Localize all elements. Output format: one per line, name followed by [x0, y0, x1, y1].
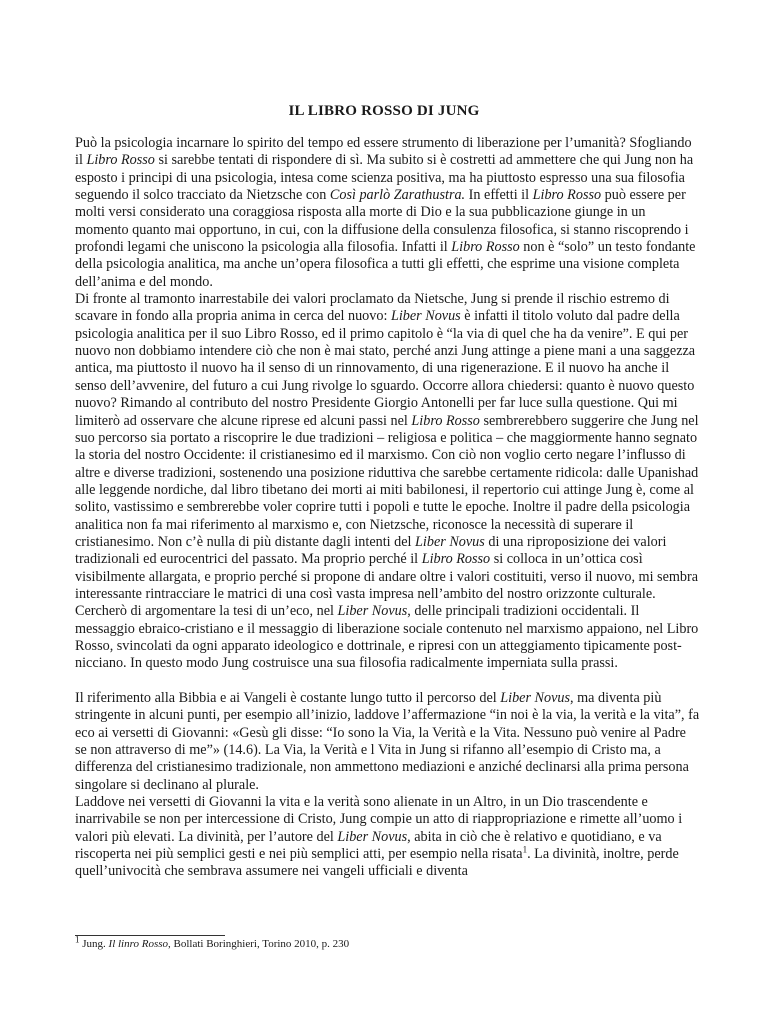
footnote-author: Jung. [79, 938, 109, 950]
italic-title: Libro Rosso [411, 412, 480, 429]
text-run: , delle principali tradizioni occidentali. Il messaggio ebraico-cristiano e il messaggio di liberazione sociale contenuto nel marxismo appaiono, nel Libro Rosso, svincolati da ogni apparato ideologico e dottrinale, e ripresi con un atteggiamento tipicamente post-nicciano. In questo modo Jung costruisce una sua filosofia radicalmente imperniata sulla prassi. [75, 603, 699, 672]
footnote [75, 934, 350, 951]
footnote-divider [75, 935, 225, 936]
paragraph-p2 [75, 291, 700, 603]
paragraph-p4 [75, 690, 700, 794]
italic-title: Libro Rosso [532, 187, 602, 204]
text-run: non è “solo” un testo fondante della psicologia analitica, ma anche un’opera filosofica a tutti gli effetti, che esprime una visione completa dell’anima e del mondo. [75, 239, 696, 290]
paragraph-p5 [75, 794, 700, 881]
italic-title: Liber Novus [500, 690, 571, 706]
text-run: Il riferimento alla Bibbia e ai Vangeli è costante lungo tutto il percorso del [75, 690, 501, 706]
text-run: In effetti il [465, 187, 533, 204]
italic-title: Libro Rosso [451, 239, 520, 256]
paragraph-p1 [75, 135, 700, 291]
footnote-details: , Bollati Boringhieri, Torino 2010, p. 230 [168, 938, 350, 950]
document-body [75, 135, 700, 881]
document-title: IL LIBRO ROSSO DI JUNG [288, 103, 480, 119]
text-run: può essere per molti versi considerato una coraggiosa risposta alla morte di Dio e la sua pubblicazione giunge in un momento quanto mai opportuno, in cui, con la diffusione della consulenza filosofica, si stanno riscoprendo i profondi legami che uniscono la psicologia alla filosofia. Infatti il [75, 187, 689, 256]
italic-title: Liber Novus [337, 603, 408, 620]
footnote-marker: 1 [75, 934, 80, 945]
text-run: Laddove nei versetti di Giovanni la vita e la verità sono alienate in un Altro, in un Dio trascendente e inarrivabile se non per intercessione di Cristo, Jung compie un atto di riappropriazione e rimette all’uomo i valori più elevati. La divinità, per l’autore del [75, 794, 683, 845]
text-run: è infatti il titolo voluto dal padre della psicologia analitica per il suo Libro Rosso, ed il primo capitolo è “la via di quel che ha da venire”. E qui per nuovo non dobbiamo intendere ciò che non è mai stato, perché anzi Jung attinge a piene mani a una saggezza antica, ma piuttosto il nuovo ha il senso di un rinnovamento, di una rigenerazione. E il nuovo ha anche il senso dell’avvenire, del futuro a cui Jung rivolge lo sguardo. Occorre allora chiedersi: quanto è nuovo questo nuovo? Rimando al contributo del nostro Presidente Giorgio Antonelli per far luce sulla questione. Qui mi limiterò ad osservare che alcune riprese ed alcuni passi nel [75, 308, 696, 429]
italic-title: Liber Novus [337, 828, 408, 845]
text-run: , ma diventa più stringente in alcuni punti, per esempio all’inizio, laddove l’affermazione “in noi è la via, la verità e la vita”, fa eco ai versetti di Giovanni: «Gesù gli disse: “Io sono la Via, la Verità e la Vita. Nessuno può venire al Padre se non attraverso di me”» (14.6). La Via, la Verità e l Vita in Jung si rifanno all’esempio di Cristo ma, a differenza del cristianesimo tradizionale, non ammettono mediazioni e anziché declinarsi alla prima persona singolare si declinano al plurale. [75, 690, 700, 793]
text-run: , abita in ciò che è relativo e quotidiano, e va riscoperta nei più semplici gesti e nei più semplici atti, per esempio nella risata [75, 828, 662, 863]
text-run: di una riproposizione dei valori tradizionali ed eurocentrici del passato. Ma proprio perché il [75, 533, 667, 568]
italic-title: Libro Rosso [86, 152, 155, 169]
italic-title: Libro Rosso [421, 551, 491, 568]
text-run: si sarebbe tentati di rispondere di sì. Ma subito si è costretti ad ammettere che qui Jung non ha esposto i principi di una psicologia, intesa come scienza positiva, ma ha piuttosto espresso una sua filosofia seguendo il solco tracciato da Nietzsche con [75, 152, 694, 204]
italic-title: Liber Novus [390, 308, 461, 325]
footnote-work-title: Il linro Rosso [108, 938, 169, 950]
italic-title: Così parlò Zarathustra. [329, 187, 466, 204]
paragraph-p3 [75, 603, 700, 672]
text-run: si colloca in un’ottica così visibilmente allargata, e proprio perché si propone di andare oltre i valori costituiti, verso il nuovo, mi sembra interessante rintracciare le matrici di una così vasta impresa nell’ambito del nostro orizzonte culturale. [75, 551, 699, 602]
italic-title: Liber Novus [415, 533, 485, 550]
text-run: Può la psicologia incarnare lo spirito del tempo ed essere strumento di liberazione per l’umanità? Sfogliando il [75, 135, 692, 169]
footnote-reference: 1 [522, 844, 528, 855]
text-run: . La divinità, inoltre, perde quell’univocità che sembrava assumere nei vangeli ufficiali e diventa [75, 846, 679, 880]
text-run: Di fronte al tramonto inarrestabile dei valori proclamato da Nietsche, Jung si prende il rischio estremo di scavare in fondo alla propria anima in cerca del nuovo: [75, 291, 670, 325]
text-run: sembrerebbero suggerire che Jung nel suo percorso sia portato a riscoprire le due tradizioni – religiosa e politica – che maggiormente hanno segnato la storia del nostro Occidente: il cristianesimo ed il marxismo. Con ciò non voglio certo negare l’influsso di altre e diverse tradizioni, sostenendo una posizione riduttiva che sarebbe certamente ridicola: dalle Upanishad alle leggende nordiche, dal libro tibetano dei morti ai miti babilonesi, il repertorio cui attinge Jung è, come al solito, vastissimo e sembrerebbe voler coprire tutti i popoli e tutte le epoche. Inoltre il padre della psicologia analitica non fa mai riferimento al marxismo e, con Nietzsche, riconosce la necessità di superare il cristianesimo. Non c’è nulla di più distante dagli intenti del [75, 412, 699, 550]
text-run: Cercherò di argomentare la tesi di un’eco, nel [75, 603, 338, 620]
